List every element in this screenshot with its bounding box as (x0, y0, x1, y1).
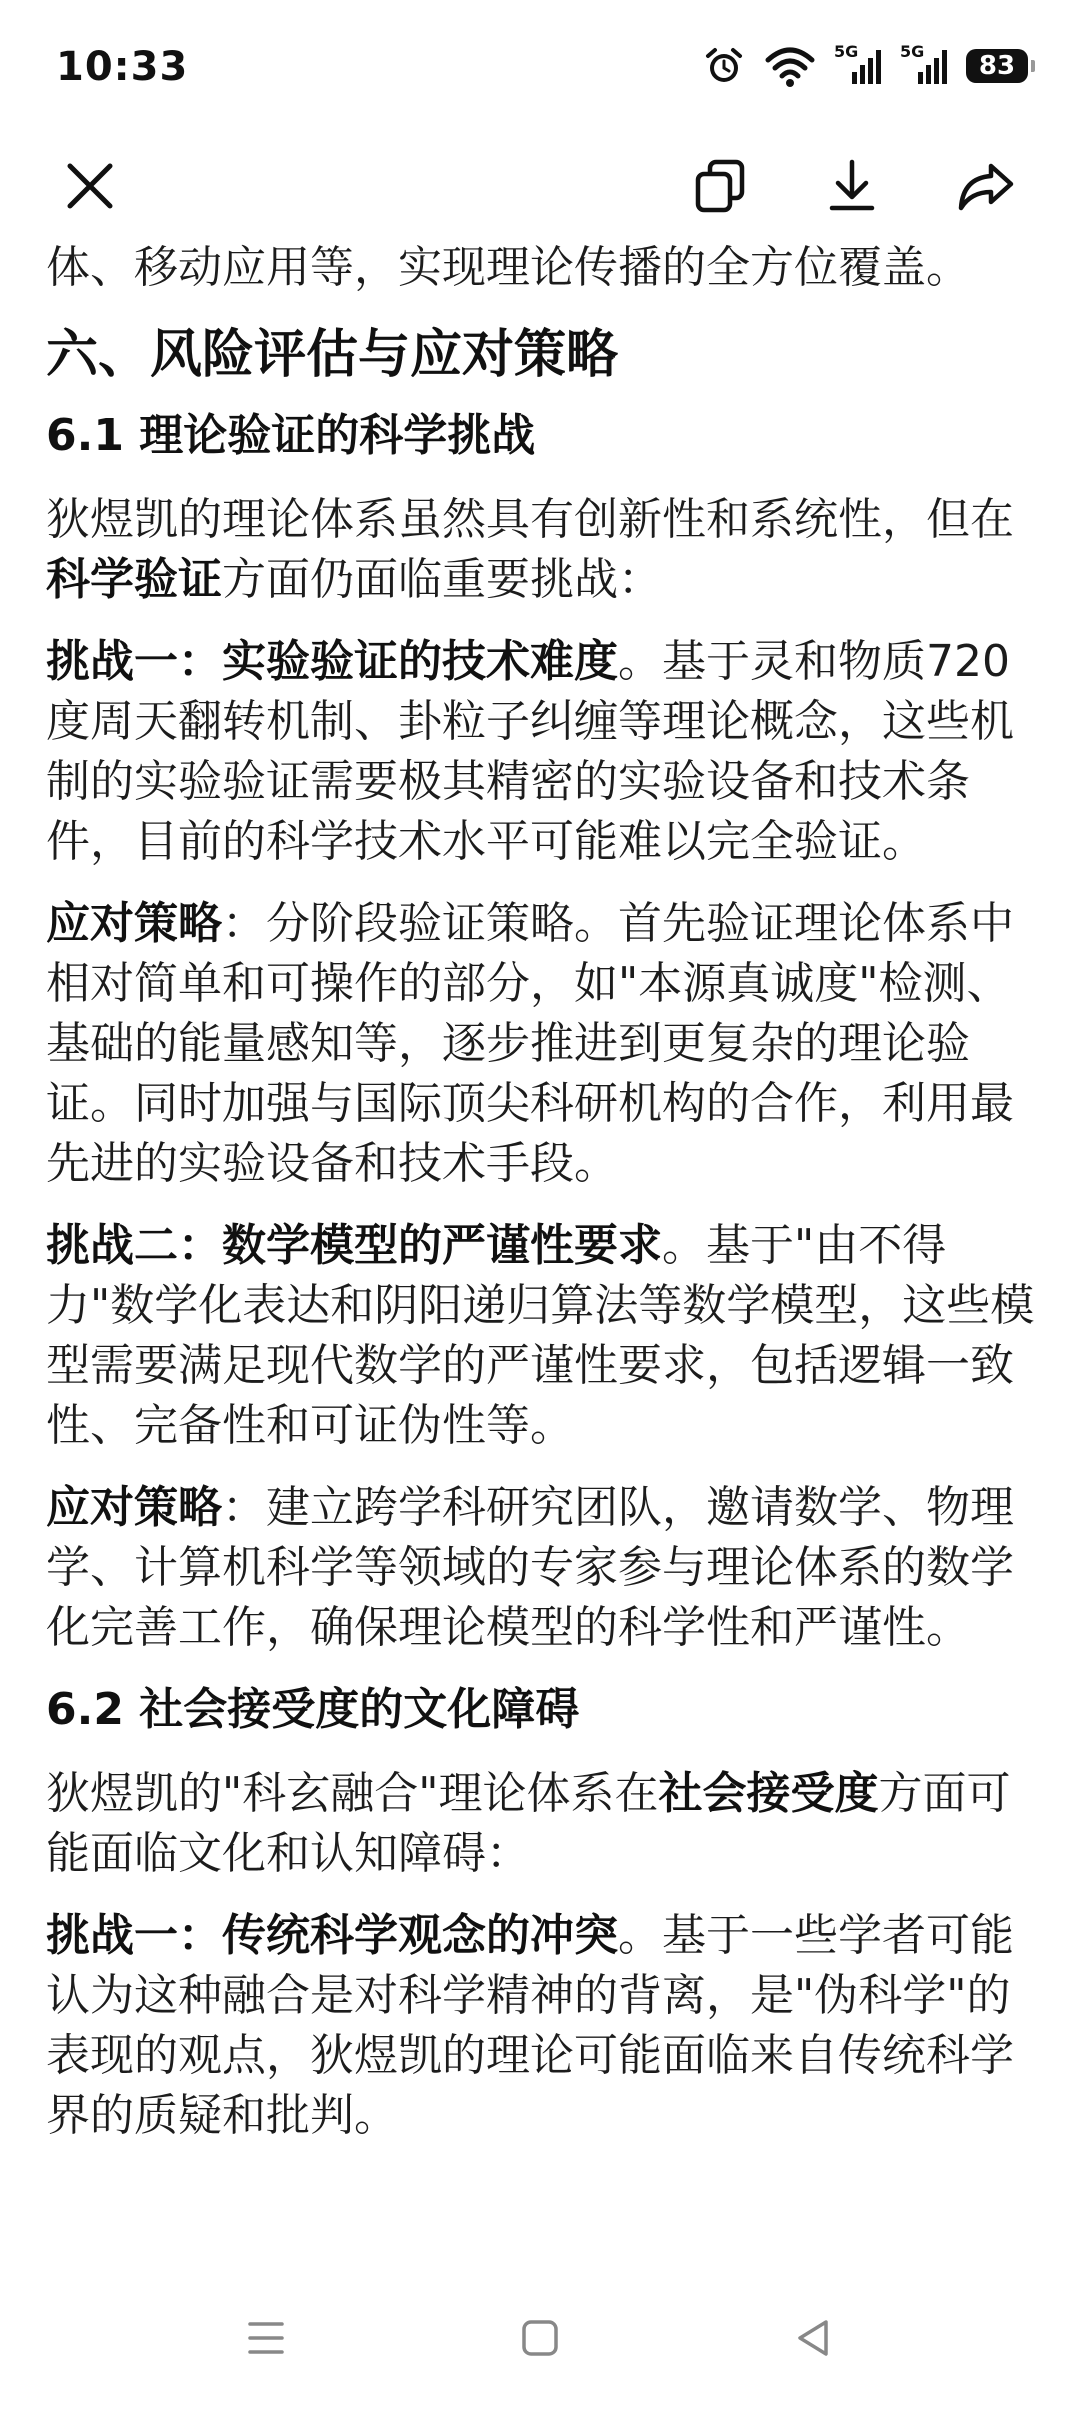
paragraph-challenge-3 (46, 1906, 1036, 2146)
paragraph-strategy-2 (46, 1478, 1036, 1658)
signal-5g-icon (834, 44, 882, 88)
share-icon (955, 156, 1017, 220)
paragraph-strategy-1 (46, 894, 1036, 1194)
signal-5g-icon (900, 44, 948, 88)
close-icon (62, 158, 118, 218)
close-button[interactable] (50, 148, 130, 228)
copy-button[interactable] (680, 148, 760, 228)
text-run: 方面仍面临重要挑战： (222, 554, 662, 605)
paragraph-challenge-2 (46, 1216, 1036, 1456)
challenge-label: 挑战二：数学模型的严谨性要求 (46, 1220, 662, 1271)
recents-button[interactable] (230, 2304, 302, 2376)
strategy-label: 应对策略 (46, 1482, 222, 1533)
strategy-label: 应对策略 (46, 898, 222, 949)
text-run: ：分阶段验证策略。首先验证理论体系中相对简单和可操作的部分，如"本源真诚度"检测、基础的能量感知等，逐步推进到更复杂的理论验证。同时加强与国际顶尖科研机构的合作，利用最先进的实验设备和技术手段。 (46, 898, 1014, 1189)
system-nav-bar (0, 2268, 1080, 2412)
challenge-label: 挑战一：实验验证的技术难度 (46, 636, 618, 687)
wifi-icon (764, 44, 816, 88)
text-run: 。基于灵和物质720度周天翻转机制、卦粒子纠缠等理论概念，这些机制的实验验证需要极其精密的实验设备和技术条件，目前的科学技术水平可能难以完全验证。 (46, 636, 1014, 867)
network-label-2: 5G (900, 42, 925, 61)
paragraph-verification-intro (46, 490, 1036, 610)
subsection-heading-6-2: 6.2 社会接受度的文化障碍 (46, 1684, 580, 1735)
status-icons (702, 42, 1028, 90)
home-button[interactable] (504, 2304, 576, 2376)
paragraph-challenge-1 (46, 632, 1036, 872)
alarm-icon (702, 44, 746, 88)
bold-term: 社会接受度 (658, 1768, 879, 1819)
article-content (46, 238, 1036, 2268)
toolbar (0, 140, 1080, 240)
home-icon (518, 2316, 562, 2364)
copy-icon (690, 156, 750, 220)
download-icon (822, 156, 882, 220)
text-run: 方面可能面临文化和认知障碍： (46, 1768, 1011, 1879)
download-button[interactable] (812, 148, 892, 228)
status-time: 10:33 (56, 44, 189, 90)
share-button[interactable] (946, 148, 1026, 228)
text-run: 。基于"由不得力"数学化表达和阴阳递归算法等数学模型，这些模型需要满足现代数学的严谨性要求，包括逻辑一致性、完备性和可证伪性等。 (46, 1220, 1035, 1451)
menu-icon (244, 2316, 288, 2364)
battery-level: 83 (978, 51, 1016, 81)
text-run: ：建立跨学科研究团队，邀请数学、物理学、计算机科学等领域的专家参与理论体系的数学化完善工作，确保理论模型的科学性和严谨性。 (46, 1482, 1014, 1653)
subsection-heading-6-1: 6.1 理论验证的科学挑战 (46, 410, 536, 461)
battery-icon (966, 49, 1028, 83)
text-run: 狄煜凯的理论体系虽然具有创新性和系统性，但在 (46, 494, 1014, 545)
bold-term: 科学验证 (46, 554, 222, 605)
back-button[interactable] (778, 2304, 850, 2376)
challenge-label: 挑战一：传统科学观念的冲突 (46, 1910, 618, 1961)
paragraph-intro-tail: 体、移动应用等，实现理论传播的全方位覆盖。 (46, 242, 970, 293)
back-icon (792, 2316, 836, 2364)
text-run: 狄煜凯的"科玄融合"理论体系在 (46, 1768, 659, 1819)
paragraph-acceptance-intro (46, 1764, 1036, 1884)
network-label-1: 5G (834, 42, 859, 61)
status-bar (0, 0, 1080, 140)
section-heading-6: 六、风险评估与应对策略 (46, 325, 619, 385)
text-run: 。基于一些学者可能认为这种融合是对科学精神的背离，是"伪科学"的表现的观点，狄煜凯的理论可能面临来自传统科学界的质疑和批判。 (46, 1910, 1014, 2141)
